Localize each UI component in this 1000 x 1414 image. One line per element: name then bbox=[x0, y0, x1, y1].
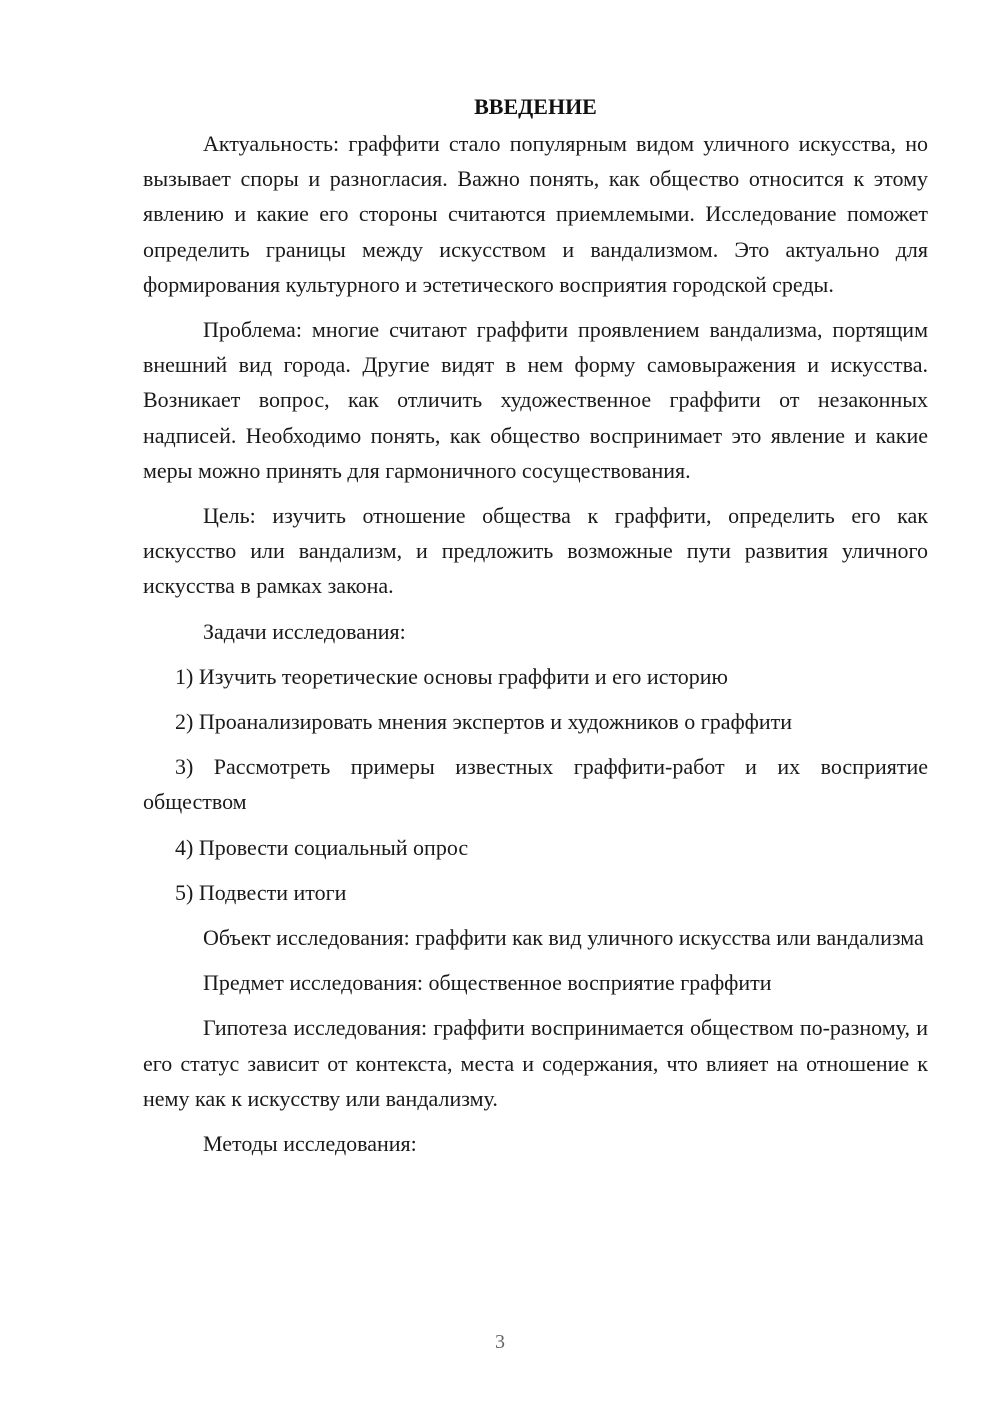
paragraph-goal: Цель: изучить отношение общества к граффити, определить его как искусство или вандализм, и предложить возможные пути развития уличного искусства в рамках закона. bbox=[143, 503, 928, 599]
paragraph-relevance: Актуальность: граффити стало популярным видом уличного искусства, но вызывает споры и разногласия. Важно понять, как общество относится к этому явлению и какие его стороны считаются приемлемыми. Исследование поможет определить границы между искусством и вандализмом. Это актуально для формирования культурного и эстетического восприятия городской среды. bbox=[143, 131, 928, 297]
tasks-heading: Задачи исследования: bbox=[203, 618, 406, 644]
methods-heading: Методы исследования: bbox=[203, 1131, 417, 1157]
task-item: 1) Изучить теоретические основы граффити и его историю bbox=[175, 663, 728, 689]
paragraph-subject: Предмет исследования: общественное восприятие граффити bbox=[203, 970, 772, 996]
paragraph-object: Объект исследования: граффити как вид уличного искусства или вандализма bbox=[203, 925, 924, 951]
task-item: 3) Рассмотреть примеры известных граффити-работ и их восприятие обществом bbox=[143, 754, 928, 815]
document-page bbox=[143, 90, 928, 1171]
paragraph-problem: Проблема: многие считают граффити проявлением вандализма, портящим внешний вид города. Другие видят в нем форму самовыражения и искусства. Возникает вопрос, как отличить художественное граффити от незаконных надписей. Необходимо понять, как общество воспринимает это явление и какие меры можно принять для гармоничного сосуществования. bbox=[143, 317, 928, 483]
task-item: 4) Провести социальный опрос bbox=[175, 834, 469, 860]
page-number: 3 bbox=[495, 1331, 505, 1353]
task-item: 5) Подвести итоги bbox=[175, 879, 347, 905]
paragraph-hypothesis: Гипотеза исследования: граффити воспринимается обществом по-разному, и его статус зависит от контекста, места и содержания, что влияет на отношение к нему как к искусству или вандализму. bbox=[143, 1015, 928, 1111]
page-title: ВВЕДЕНИЕ bbox=[474, 94, 597, 119]
task-item: 2) Проанализировать мнения экспертов и художников о граффити bbox=[175, 709, 793, 735]
